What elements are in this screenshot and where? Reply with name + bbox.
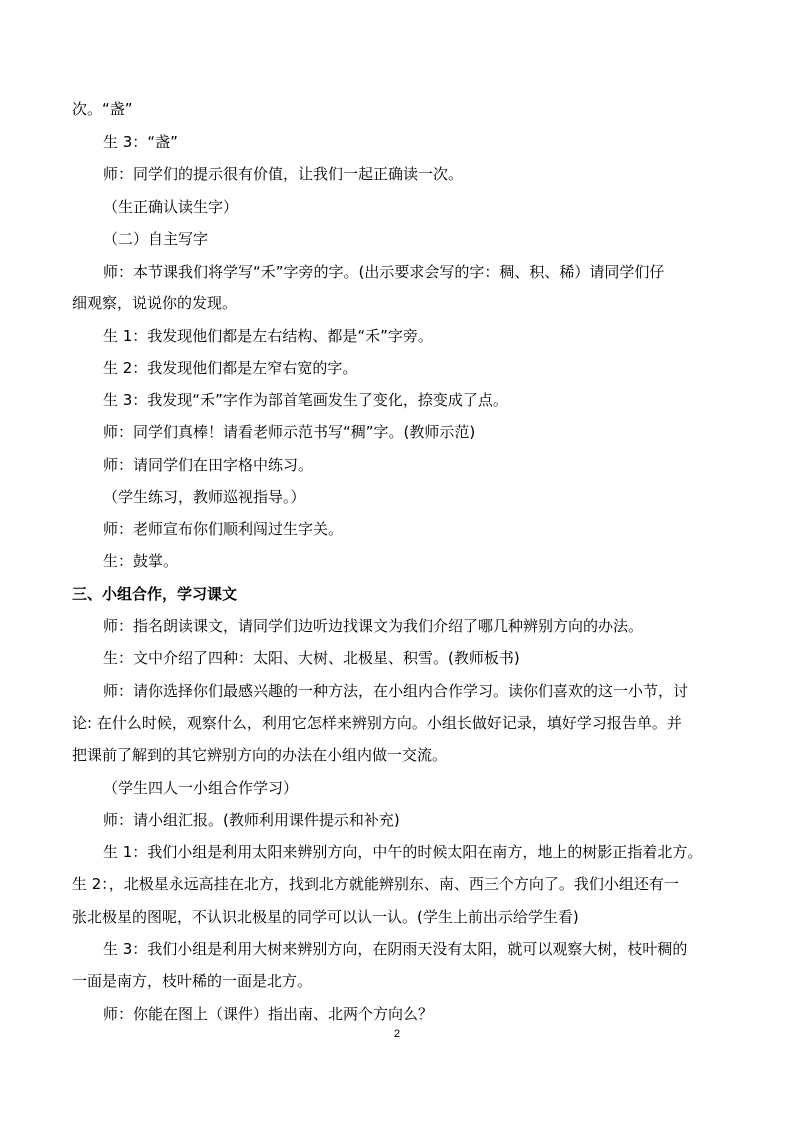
text-line: 把课前了解到的其它辨别方向的办法在小组内做一交流。 <box>72 746 448 764</box>
text-line: 师：老师宣布你们顺利闯过生字关。 <box>103 520 344 538</box>
text-line: 张北极星的图呢，不认识北极星的同学可以认一认。(学生上前出示给学生看) <box>72 908 579 926</box>
text-line: 生：文中介绍了四种：太阳、大树、北极星、积雪。(教师板书) <box>103 649 520 667</box>
text-line: 次。“盏” <box>72 100 133 118</box>
text-line: （学生四人一小组合作学习） <box>103 779 299 797</box>
text-line: 师：请你选择你们最感兴趣的一种方法，在小组内合作学习。读你们喜欢的这一小节，讨 <box>103 682 689 700</box>
text-line: 生 3：“盏” <box>103 133 178 151</box>
text-line: 师：本节课我们将学写“禾”字旁的字。(出示要求会写的字：稠、积、稀）请同学们仔 <box>103 263 665 281</box>
text-line: 细观察，说说你的发现。 <box>72 294 238 312</box>
text-line: 一面是南方，枝叶稀的一面是北方。 <box>72 972 313 990</box>
text-line: 师：指名朗读课文，请同学们边听边找课文为我们介绍了哪几种辨别方向的办法。 <box>103 617 644 635</box>
text-line: 师：同学们的提示很有价值，让我们一起正确读一次。 <box>103 165 464 183</box>
text-line: 生 1：我发现他们都是左右结构、都是“禾”字旁。 <box>103 327 433 345</box>
page-number: 2 <box>393 1028 401 1040</box>
text-line: 师：请小组汇报。(教师利用课件提示和补充) <box>103 811 400 829</box>
text-line: （生正确认读生字） <box>103 198 239 216</box>
text-line: 生 2：，北极星永远高挂在北方，找到北方就能辨别东、南、西三个方向了。我们小组还有一 <box>72 875 679 893</box>
section-heading: 三、小组合作，学习课文 <box>72 585 238 603</box>
section-subheading: （二）自主写字 <box>103 230 209 248</box>
text-line: 生 1：我们小组是利用太阳来辨别方向，中午的时候太阳在南方，地上的树影正指着北方。 <box>103 843 703 861</box>
text-line: 师：你能在图上（课件）指出南、北两个方向么？ <box>103 1005 434 1023</box>
text-line: 师：请同学们在田字格中练习。 <box>103 456 314 474</box>
text-line: 生 3：我们小组是利用大树来辨别方向，在阴雨天没有太阳，就可以观察大树，枝叶稠的 <box>103 940 688 958</box>
text-line: 师：同学们真棒！请看老师示范书写“稠”字。(教师示范) <box>103 423 476 441</box>
text-line: 生 3：我发现“禾”字作为部首笔画发生了变化，捺变成了点。 <box>103 391 508 409</box>
text-line: （学生练习，教师巡视指导。） <box>103 488 306 506</box>
text-line: 论: 在什么时候，观察什么，利用它怎样来辨别方向。小组长做好记录，填好学习报告单。并 <box>72 714 682 732</box>
text-line: 生：鼓掌。 <box>103 552 179 570</box>
text-line: 生 2：我发现他们都是左窄右宽的字。 <box>103 359 358 377</box>
